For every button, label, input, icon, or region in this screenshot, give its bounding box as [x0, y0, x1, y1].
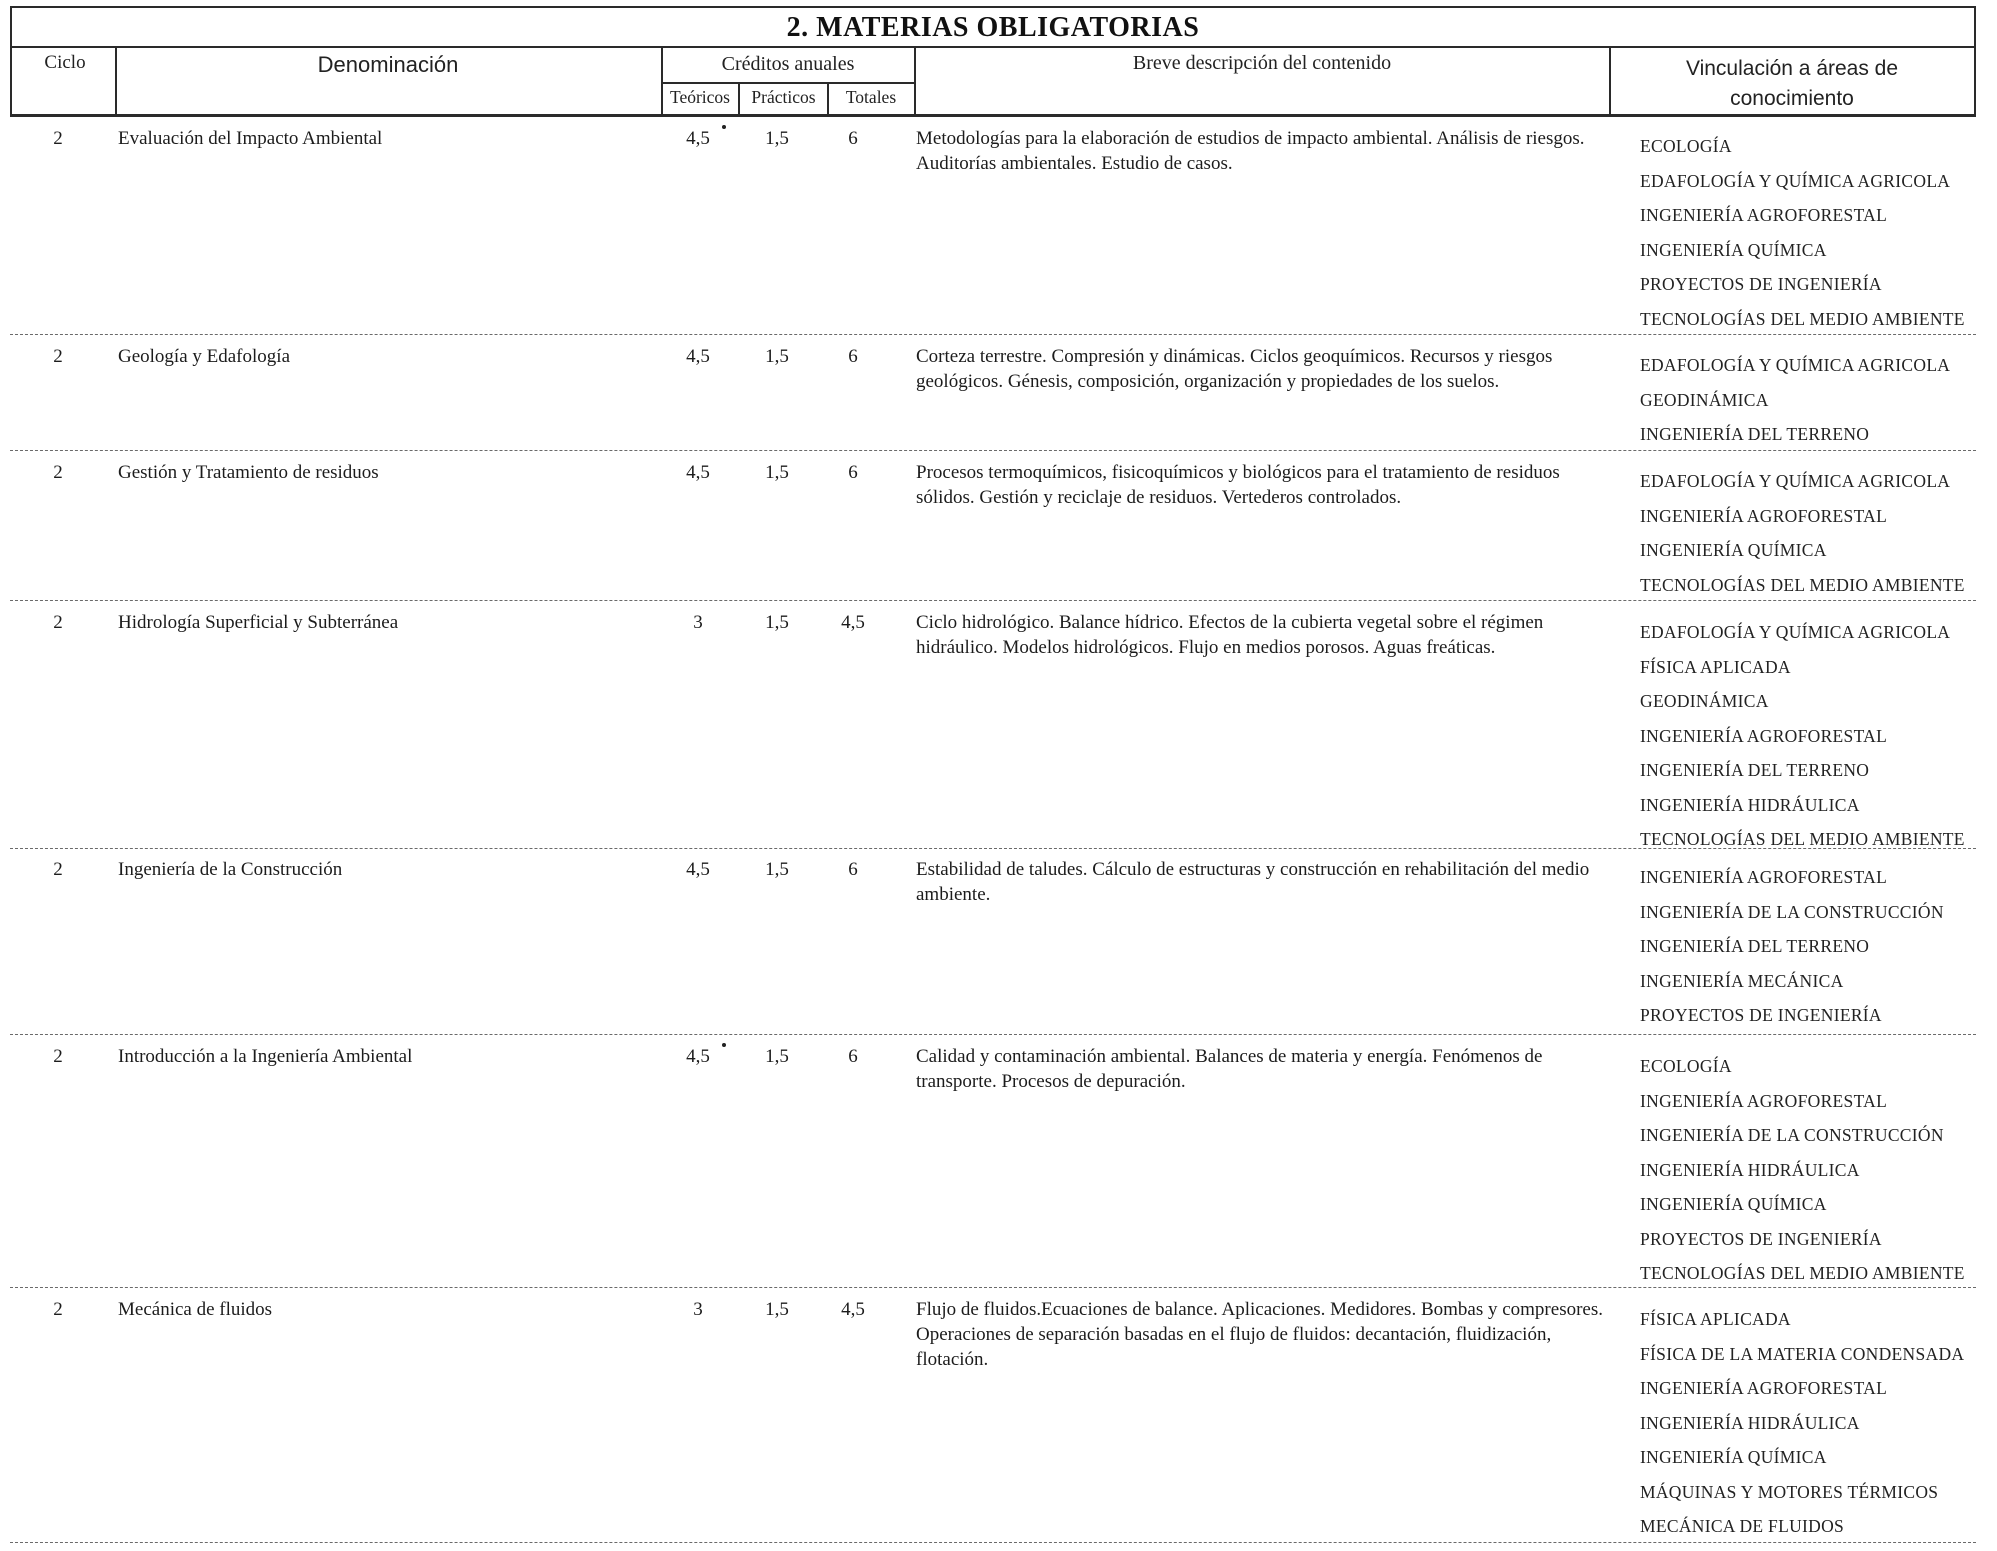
header-vinculacion [1611, 54, 1973, 114]
area-item: ECOLOGÍA [1640, 1056, 1732, 1076]
cell-ciclo: 2 [53, 612, 63, 633]
cell-totales: 6 [848, 346, 858, 367]
area-item: INGENIERÍA QUÍMICA [1640, 1194, 1827, 1214]
header-vinculacion-line1: Vinculación a áreas de [1685, 57, 1899, 80]
cell-ciclo: 2 [53, 128, 63, 149]
cell-denominacion: Evaluación del Impacto Ambiental [118, 128, 383, 149]
cell-descripcion: Flujo de fluidos.Ecuaciones de balance. Aplicaciones. Medidores. Bombas y compresores. Operaciones de separación basadas en el flujo de fluidos: decantación, fluidización, flotación. [916, 1299, 1603, 1370]
row-separator [10, 1287, 1976, 1288]
area-item: INGENIERÍA AGROFORESTAL [1640, 867, 1888, 887]
row-separator [10, 1034, 1976, 1035]
cell-practicos: 1,5 [765, 859, 789, 880]
footnote-dot [722, 125, 726, 129]
cell-denominacion: Hidrología Superficial y Subterránea [118, 612, 399, 633]
area-item: PROYECTOS DE INGENIERÍA [1640, 1005, 1882, 1025]
cell-teoricos: 4,5 [686, 859, 710, 880]
cell-practicos: 1,5 [765, 346, 789, 367]
area-item: INGENIERÍA QUÍMICA [1640, 540, 1827, 560]
cell-descripcion: Metodologías para la elaboración de estudios de impacto ambiental. Análisis de riesgos. Auditorías ambientales. Estudio de casos. [916, 128, 1585, 174]
area-item: TECNOLOGÍAS DEL MEDIO AMBIENTE [1640, 1263, 1965, 1283]
table-bottom-rule [10, 1542, 1976, 1543]
cell-totales: 4,5 [841, 1299, 865, 1320]
header-practicos: Prácticos [751, 87, 816, 107]
cell-denominacion: Introducción a la Ingeniería Ambiental [118, 1046, 413, 1067]
area-item: INGENIERÍA DEL TERRENO [1640, 424, 1870, 444]
cell-totales: 6 [848, 128, 858, 149]
cell-ciclo: 2 [53, 462, 63, 483]
area-item: TECNOLOGÍAS DEL MEDIO AMBIENTE [1640, 308, 1965, 329]
cell-ciclo: 2 [53, 1046, 63, 1067]
area-item: PROYECTOS DE INGENIERÍA [1640, 1228, 1882, 1249]
area-item: EDAFOLOGÍA Y QUÍMICA AGRICOLA [1640, 170, 1951, 191]
table-header [10, 6, 1976, 117]
row-separator [10, 600, 1976, 601]
cell-denominacion: Gestión y Tratamiento de residuos [118, 462, 379, 483]
area-item: INGENIERÍA AGROFORESTAL [1640, 1378, 1888, 1398]
header-descripcion: Breve descripción del contenido [1132, 52, 1392, 74]
area-item: PROYECTOS DE INGENIERÍA [1640, 274, 1882, 294]
area-item: ECOLOGÍA [1640, 136, 1732, 156]
area-item: MECÁNICA DE FLUIDOS [1640, 1516, 1845, 1536]
footnote-dot [722, 1043, 726, 1047]
col-divider [115, 46, 117, 116]
cell-teoricos: 4,5 [686, 1046, 710, 1067]
area-item: INGENIERÍA DE LA CONSTRUCCIÓN [1640, 901, 1944, 922]
cell-teoricos: 4,5 [686, 462, 710, 483]
area-item: INGENIERÍA DEL TERRENO [1640, 760, 1870, 780]
cell-totales: 4,5 [841, 612, 865, 633]
area-item: INGENIERÍA QUÍMICA [1640, 239, 1827, 260]
header-teoricos: Teóricos [669, 87, 730, 107]
cell-practicos: 1,5 [765, 462, 789, 483]
area-item: INGENIERÍA QUÍMICA [1640, 1447, 1827, 1467]
area-item: EDAFOLOGÍA Y QUÍMICA AGRICOLA [1640, 622, 1951, 642]
area-item: EDAFOLOGÍA Y QUÍMICA AGRICOLA [1640, 355, 1951, 375]
cell-teoricos: 3 [693, 612, 703, 633]
area-item: INGENIERÍA AGROFORESTAL [1640, 205, 1888, 225]
cell-totales: 6 [848, 1046, 858, 1067]
area-item: INGENIERÍA MECÁNICA [1640, 970, 1844, 991]
cell-practicos: 1,5 [765, 1046, 789, 1067]
cell-teoricos: 4,5 [686, 346, 710, 367]
area-item: INGENIERÍA HIDRÁULICA [1640, 1159, 1860, 1180]
cell-areas [1640, 348, 1980, 452]
cell-ciclo: 2 [53, 346, 63, 367]
area-item: GEODINÁMICA [1640, 389, 1769, 410]
area-item: MÁQUINAS Y MOTORES TÉRMICOS [1640, 1481, 1939, 1502]
area-item: INGENIERÍA AGROFORESTAL [1640, 1090, 1888, 1111]
cell-areas [1640, 615, 1980, 857]
area-item: EDAFOLOGÍA Y QUÍMICA AGRICOLA [1640, 471, 1951, 491]
cell-totales: 6 [848, 859, 858, 880]
credits-subheader-line [661, 82, 915, 84]
header-totales: Totales [845, 87, 897, 107]
area-item: INGENIERÍA AGROFORESTAL [1640, 725, 1888, 746]
area-item: FÍSICA APLICADA [1640, 1309, 1791, 1329]
area-item: INGENIERÍA DEL TERRENO [1640, 936, 1870, 956]
cell-denominacion: Mecánica de fluidos [118, 1299, 273, 1320]
header-bottom-border [10, 114, 1976, 117]
cell-teoricos: 4,5 [686, 128, 710, 149]
page-title: 2. MATERIAS OBLIGATORIAS [786, 12, 1200, 43]
cell-areas [1640, 464, 1980, 602]
header-ciclo: Ciclo [44, 52, 86, 73]
cell-ciclo: 2 [53, 1299, 63, 1320]
area-item: GEODINÁMICA [1640, 691, 1769, 711]
header-vinculacion-line2: conocimiento [1730, 87, 1854, 110]
area-item: FÍSICA APLICADA [1640, 656, 1791, 677]
area-item: TECNOLOGÍAS DEL MEDIO AMBIENTE [1640, 829, 1965, 849]
cell-descripcion: Corteza terrestre. Compresión y dinámicas. Ciclos geoquímicos. Recursos y riesgos geológicos. Génesis, composición, organización y propiedades de los suelos. [916, 346, 1553, 392]
area-item: INGENIERÍA DE LA CONSTRUCCIÓN [1640, 1125, 1944, 1145]
cell-descripcion: Estabilidad de taludes. Cálculo de estructuras y construcción en rehabilitación del medio ambiente. [916, 859, 1590, 905]
cell-descripcion: Calidad y contaminación ambiental. Balances de materia y energía. Fenómenos de transporte. Procesos de depuración. [916, 1046, 1543, 1092]
cell-denominacion: Geología y Edafología [118, 346, 291, 367]
cell-areas [1640, 1302, 1980, 1544]
row-separator [10, 450, 1976, 451]
header-denominacion: Denominación [317, 52, 459, 77]
cell-practicos: 1,5 [765, 612, 789, 633]
cell-denominacion: Ingeniería de la Construcción [118, 859, 343, 880]
cell-practicos: 1,5 [765, 1299, 789, 1320]
cell-ciclo: 2 [53, 859, 63, 880]
area-item: TECNOLOGÍAS DEL MEDIO AMBIENTE [1640, 574, 1965, 595]
cell-totales: 6 [848, 462, 858, 483]
cell-areas [1640, 1049, 1980, 1291]
area-item: INGENIERÍA HIDRÁULICA [1640, 1412, 1860, 1433]
cell-descripcion: Ciclo hidrológico. Balance hídrico. Efectos de la cubierta vegetal sobre el régimen hidráulico. Modelos hidrológicos. Flujo en medios porosos. Aguas freáticas. [916, 612, 1544, 658]
header-creditos: Créditos anuales [721, 53, 855, 75]
cell-descripcion: Procesos termoquímicos, fisicoquímicos y biológicos para el tratamiento de residuos sólidos. Gestión y reciclaje de residuos. Vertederos controlados. [916, 462, 1560, 508]
cell-areas [1640, 860, 1980, 1033]
area-item: INGENIERÍA AGROFORESTAL [1640, 505, 1888, 526]
cell-areas [1640, 129, 1980, 336]
area-item: INGENIERÍA HIDRÁULICA [1640, 794, 1860, 815]
cell-practicos: 1,5 [765, 128, 789, 149]
row-separator [10, 334, 1976, 335]
header-top-border [10, 6, 1976, 8]
row-separator [10, 848, 1976, 849]
cell-teoricos: 3 [693, 1299, 703, 1320]
area-item: FÍSICA DE LA MATERIA CONDENSADA [1640, 1343, 1965, 1364]
title-underline [10, 46, 1976, 48]
